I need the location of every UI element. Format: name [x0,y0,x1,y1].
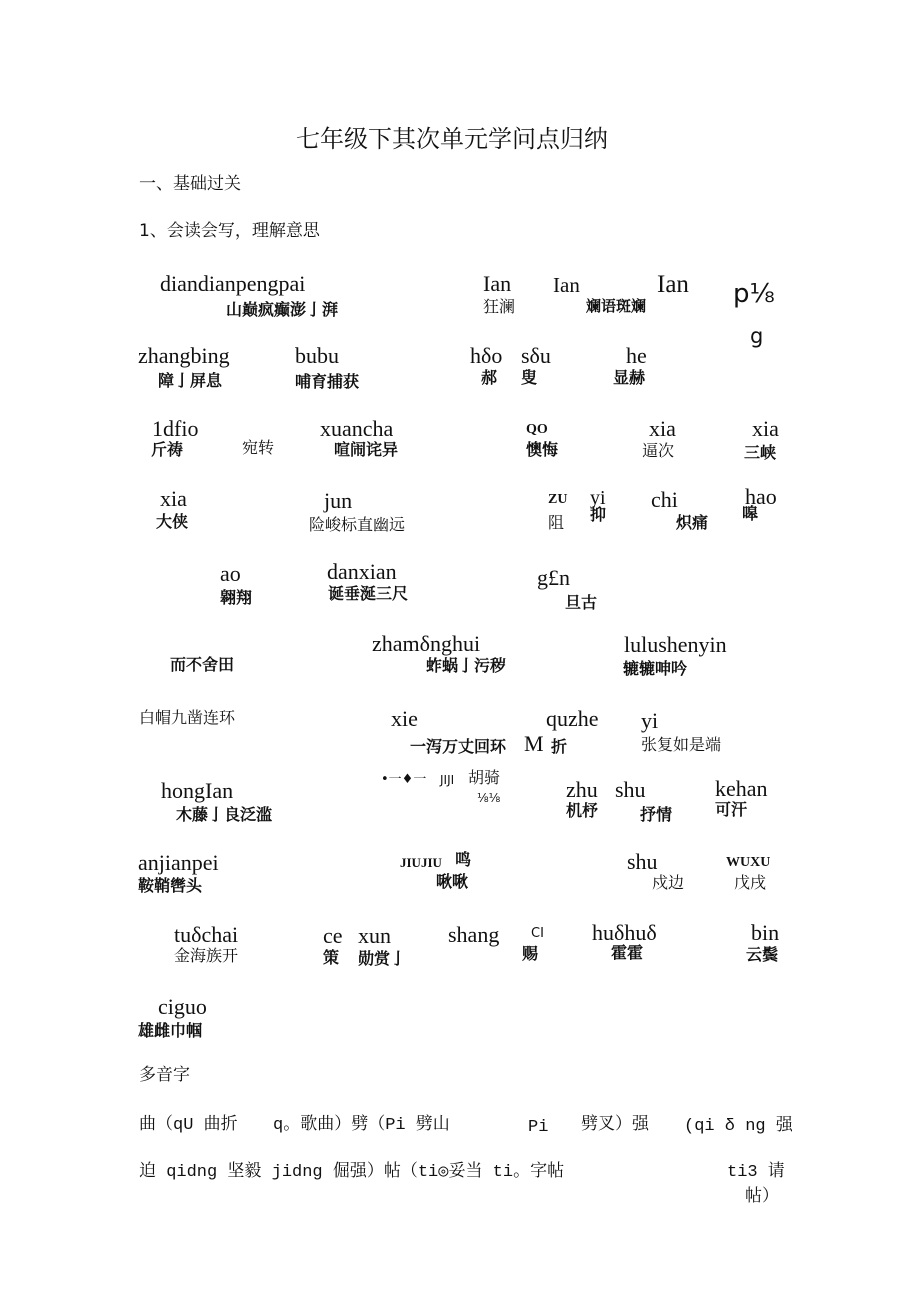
vocab-kehan: 可汗 [715,800,748,819]
vocab-jinhai: 金海族开 [174,946,239,965]
vocab-ci: 赐 [522,944,539,963]
polyphone-line2-c: 帖） [745,1188,779,1207]
pinyin-xia-2: xia [752,416,779,441]
vocab-wanzhuan: 宛转 [242,438,275,457]
vocab-hao-howl: 嗥 [742,504,759,523]
pinyin-ci: CI [531,926,544,941]
pinyin-g: g [750,324,764,348]
pinyin-shu-2: shu [627,849,658,874]
vocab-kuanglan: 狂澜 [483,297,516,316]
vocab-daxia: 大侠 [156,512,189,531]
symbol-dashes: •一♦一 [381,772,427,787]
vocab-baimao: 白帽九凿连环 [139,708,236,727]
pinyin-xia-3: xia [160,486,187,511]
pinyin-xuancha: xuancha [320,416,394,441]
vocab-xunshang: 勋赏亅 [358,949,407,968]
pinyin-tuochai: tuδchai [174,922,239,947]
vocab-erbushe: 而不舍田 [170,655,235,674]
vocab-xianhe: 显赫 [613,368,646,387]
vocab-aoxiang: 翱翔 [220,588,253,607]
vocab-zu: 阻 [548,513,565,532]
vocab-jiujiu: 啾啾 [436,872,469,891]
pinyin-danxian: danxian [327,559,397,584]
vocab-m: M [524,731,544,756]
pinyin-kehan: kehan [715,776,768,801]
polyphone-line1-a: 曲（qU 曲折 [139,1116,238,1135]
vocab-yunbin: 云鬓 [746,945,779,964]
vocab-bici: 逼次 [642,441,675,460]
pinyin-bubu: bubu [295,343,339,368]
vocab-gengu: 旦古 [565,593,598,612]
pinyin-anjianpei: anjianpei [138,850,219,875]
pinyin-shang: shang [448,922,500,947]
pinyin-qo: QO [526,422,548,437]
pinyin-jun: jun [324,488,353,513]
pinyin-1dfio: 1dfio [152,416,199,441]
pinyin-diandianpengpai: diandianpengpai [160,271,306,296]
vocab-shuqing: 抒情 [640,805,673,824]
pinyin-lan-3: Ian [657,271,689,298]
pinyin-hao: hδo [470,343,503,368]
pinyin-shu-1: shu [615,777,646,802]
vocab-zhameng: 蚱蜗亅污秽 [426,656,507,675]
vocab-yi: 抑 [590,505,607,524]
item-heading-read-write: 1、会读会写，理解意思 [139,221,320,241]
pinyin-wuxu: WUXU [726,855,771,870]
pinyin-yi-2: yi [641,708,659,733]
vocab-yixie: 一泻万丈回环 [410,737,507,756]
polyphone-heading: 多音字 [139,1065,190,1085]
pinyin-lan-1: Ian [483,271,512,296]
vocab-buyu: 哺育捕获 [295,372,360,391]
pinyin-lulushenyin: lulushenyin [624,632,727,657]
vocab-huohuo: 霍霍 [611,943,644,962]
pinyin-jiji: JIJI [440,773,455,787]
vocab-zhangbing: 障亅屏息 [158,371,223,390]
symbol-fractions: ⅛⅛ [477,791,501,805]
vocab-chitong: 炽痛 [676,513,709,532]
pinyin-xun: xun [358,923,391,948]
vocab-xiongci: 雄雌巾帼 [138,1021,203,1040]
polyphone-line2-a: 迫 qidng 坚毅 jidng 倔强）帖（ti◎妥当 ti。字帖 [139,1163,565,1182]
vocab-aohui: 懊悔 [526,440,559,459]
pinyin-hao-2: hao [745,484,777,509]
vocab-shandian: 山巅疯癫澎亅湃 [226,300,339,319]
vocab-ming: 鸣 [455,850,472,869]
vocab-wuxu: 戊戌 [734,873,767,892]
pinyin-ao: ao [220,561,241,586]
pinyin-zhamonghui: zhamδnghui [372,631,481,656]
vocab-sou: 叟 [521,368,538,387]
vocab-jindao: 斤祷 [151,440,184,459]
vocab-banlan: 斓语斑斓 [586,297,647,315]
vocab-xianjun: 险峻标直幽远 [309,515,406,534]
pinyin-jiujiu: JIUJIU [400,855,442,870]
pinyin-honglan: hongIan [161,778,234,803]
polyphone-line1-c: Pi [528,1118,549,1137]
vocab-shubian: 戍边 [652,873,685,892]
pinyin-bin: bin [751,920,780,945]
pinyin-zu: ZU [548,492,568,507]
pinyin-sou: sδu [521,343,551,368]
pinyin-yi-1: yi [590,487,606,509]
pinyin-quzhe: quzhe [546,706,599,731]
pinyin-xie: xie [391,706,418,731]
pinyin-ce: ce [323,923,343,948]
vocab-fanlan: 木藤亅良泛滥 [176,805,273,824]
vocab-xuannao: 喧闹诧异 [334,440,399,459]
vocab-huji: 胡骑 [468,768,501,787]
vocab-anjian: 鞍鞘辔头 [138,876,203,895]
polyphone-line1-d: 劈叉）强 [581,1116,649,1135]
pinyin-gen: g£n [537,565,570,590]
pinyin-lan-2: Ian [553,273,580,297]
pinyin-p-fraction: p⅛ [733,279,775,309]
vocab-ce: 策 [323,948,340,967]
vocab-hao: 郝 [481,368,498,387]
pinyin-chi: chi [651,487,678,512]
polyphone-line2-b: ti3 请 [727,1163,785,1182]
pinyin-zhangbing: zhangbing [138,343,230,368]
pinyin-xia-1: xia [649,416,676,441]
vocab-zhangfu: 张复如是端 [641,735,722,754]
page-title: 七年级下其次单元学问点归纳 [296,125,608,153]
vocab-lulu: 辘辘呻吟 [623,659,688,678]
polyphone-line1-e: (qi δ ng 强 [684,1117,793,1136]
pinyin-he: he [626,343,647,368]
pinyin-zhu: zhu [566,777,598,802]
polyphone-line1-b: q。歌曲）劈（Pi 劈山 [273,1116,450,1135]
vocab-sanxia: 三峡 [744,443,777,462]
pinyin-ciguo: ciguo [158,994,207,1019]
section-heading-basics: 一、基础过关 [139,174,241,194]
vocab-chuixian: 诞垂涎三尺 [328,584,409,603]
vocab-zhe: 折 [551,737,568,756]
pinyin-huohuo: huδhuδ [592,920,657,945]
vocab-jizhu: 机杼 [566,801,599,820]
